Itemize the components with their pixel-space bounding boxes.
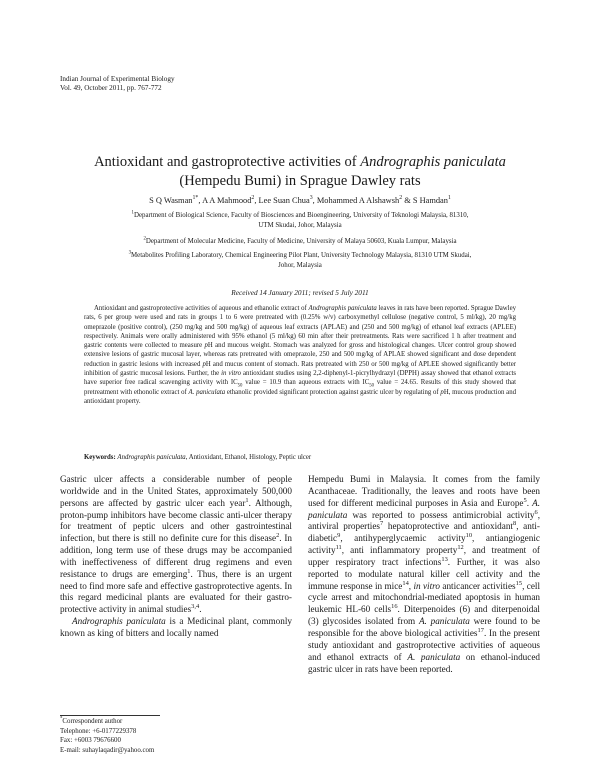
keywords: Keywords: Andrographis paniculata, Antioxidant, Ethanol, Histology, Peptic ulcer [84, 454, 312, 461]
affiliation-1-line2: UTM Skudai, Johor, Malaysia [258, 222, 342, 229]
journal-name: Indian Journal of Experimental Biology [60, 75, 175, 83]
author-list [40, 196, 560, 205]
author-2-sup: 2 [251, 195, 255, 202]
author-4: , Mohammed A Alshawsh [312, 196, 400, 205]
article-title [40, 153, 560, 191]
affiliation-3 [70, 251, 530, 271]
keywords-label: Keywords: [84, 454, 116, 461]
body-column-right [308, 474, 540, 675]
intro-paragraph-1: Gastric ulcer affects a considerable number of people worldwide and in the United States, approximately 500,000 persons are affected by gastric ulcer each year$^1$. Although, proton-pump inhibitors have become classic anti-ulcer therapy for treatment of peptic ulcers and other gastrointestinal infection, but there is still no definite cure for this disease$^2$. In addition, long term use of these drugs may be accompanied with ineffectiveness of different drug regimens and even resistance to drugs are emerging$^1$. Thus, there is an urgent need to find more safe and effective gastroprotective agents. In this regard medicinal plants are evaluated for their gastro-protective activity in animal studies$^{3,4}$. [60, 474, 292, 615]
affiliation-1-num: 1 [131, 210, 134, 216]
footnote-email: E-mail: suhaylaqadir@yahoo.com [60, 746, 155, 754]
title-line2: (Hempedu Bumi) in Sprague Dawley rats [179, 173, 421, 189]
journal-volume: Vol. 49, October 2011, pp. 767-772 [60, 84, 162, 93]
affiliation-2-line1: Department of Molecular Medicine, Faculty of Medicine, University of Malaya 50603, Kuala Lumpur, Malaysia [145, 238, 457, 245]
affiliation-2 [70, 237, 530, 247]
author-5-sup: 1 [447, 195, 451, 202]
affiliation-1 [70, 211, 530, 231]
author-1-sup: 1* [192, 195, 199, 202]
journal-header [60, 75, 175, 94]
author-2: , A A Mahmood [198, 196, 252, 205]
author-5: & S Hamdan [402, 196, 448, 205]
footnote-label: Correspondent author [62, 718, 123, 725]
author-3: , Lee Suan Chua [254, 196, 310, 205]
affiliation-3-line2: Johor, Malaysia [278, 262, 322, 269]
intro-paragraph-3: Hempedu Bumi in Malaysia. It comes from the family Acanthaceae. Traditionally, the leaves and roots have been used for different medicinal purposes in Asia and Europe$^5$. A. paniculata was reported to possess antimicrobial activity$^6$, antiviral properties$^7$ hepatoprotective and antioxidant$^8$, anti-diabetic$^9$, antihyperglycaemic activity$^{10}$, antiangiogenic activity$^{11}$, anti inflammatory property$^{12}$, and treatment of upper respiratory tract infections$^{13}$. Further, it was also reported to modulate natural killer cell activity and the immune response in mice$^{14}$, in vitro anticancer activities$^{15}$, cell cycle arrest and mitochondrial-mediated apoptosis in human leukemic HL-60 cells$^{16}$. Diterpenoides (6) and diterpenoidal (3) glycosides isolated from A. paniculata were found to be responsible for the above biological activities$^{17}$. In the present study antioxidant and gastroprotective activities of aqueous and ethanol extracts of A. paniculata on ethanol-induced gastric ulcer in rats have been reported. [308, 474, 541, 674]
footnote-fax: Fax: +6003 79676600 [60, 737, 121, 745]
footnote-divider [60, 715, 160, 716]
abstract: Antioxidant and gastroprotective activities of aqueous and ethanolic extract of Andrographis paniculata leaves in rats have been reported. Sprague Dawley rats, 6 per group were used and rats in groups 1 to 6 were pretreated with (0.25% w/v) carboxymethyl cellulose (negative control, 5 ml/kg), 20 mg/kg omeprazole (positive control), (250 mg/kg and 500 mg/kg) of aqueous leaf extracts (APLAE) and (250 and 500 mg/kg) of ethanol leaf extracts (APLEE) respectively. Animals were orally administered with 95% ethanol (5 ml/kg) 60 min after their pretreatments. Rats were sacrificed 1 h after treatment and gastric contents were collected to measure pH and mucous weight. Stomach was analyzed for gross and histological changes. Ulcer control group showed extensive lesions of gastric mucosal layer, whereas rats pretreated with omeprazole, 250 and 500 mg/kg of APLAE showed significant and dose dependent reduction in gastric lesions with increased pH and mucus content of stomach. Rats pretreated with 250 or 500 mg/kg of APLEE showed significantly better inhibition of gastric mucosal lesions. Further, the in vitro antioxidant studies using 2,2-diphenyl-1-picrylhydrazyl (DPPH) assay showed that ethanol extracts have superior free radical scavenging activity with $IC_{50}$ value = 10.9 than aqueous extracts with $IC_{50}$ value = 24.65. Results of this study showed that pretreatment with ethonolic extract of A. paniculata ethanolic provided significant protection against gastric ulcer by regulating of pH, mucous production and antioxidant property. [84, 305, 517, 405]
intro-paragraph-2: Andrographis paniculata is a Medicinal plant, commonly known as king of bitters and locally named [60, 616, 292, 638]
title-species: Andrographis paniculata [360, 154, 506, 170]
body-column-left [60, 474, 292, 640]
author-1: S Q Wasman [149, 196, 193, 205]
footnote-telephone: Telephone: +6-0177229378 [60, 727, 137, 735]
author-3-sup: 3 [309, 195, 313, 202]
affiliation-2-num: 2 [143, 236, 146, 242]
affiliation-3-num: 3 [128, 250, 132, 256]
title-part1: Antioxidant and gastroprotective activities of [94, 154, 361, 170]
affiliation-1-line1: Department of Biological Science, Faculty of Biosciences and Bioengineering, University of Teknologi Malaysia, 81310, [133, 212, 469, 219]
received-dates: Received 14 January 2011; revised 5 July 2011 [231, 288, 369, 297]
affiliation-3-line1: Metabolites Profiling Laboratory, Chemical Engineering Pilot Plant, University Technology Malaysia, 81310 UTM Skudai, [131, 252, 472, 259]
correspondence-footnote: *Correspondent author Telephone: +6-0177229378 Fax: +6003 79676600 E-mail: suhaylaqadir@yahoo.com [60, 716, 155, 754]
author-4-sup: 2 [399, 195, 403, 202]
